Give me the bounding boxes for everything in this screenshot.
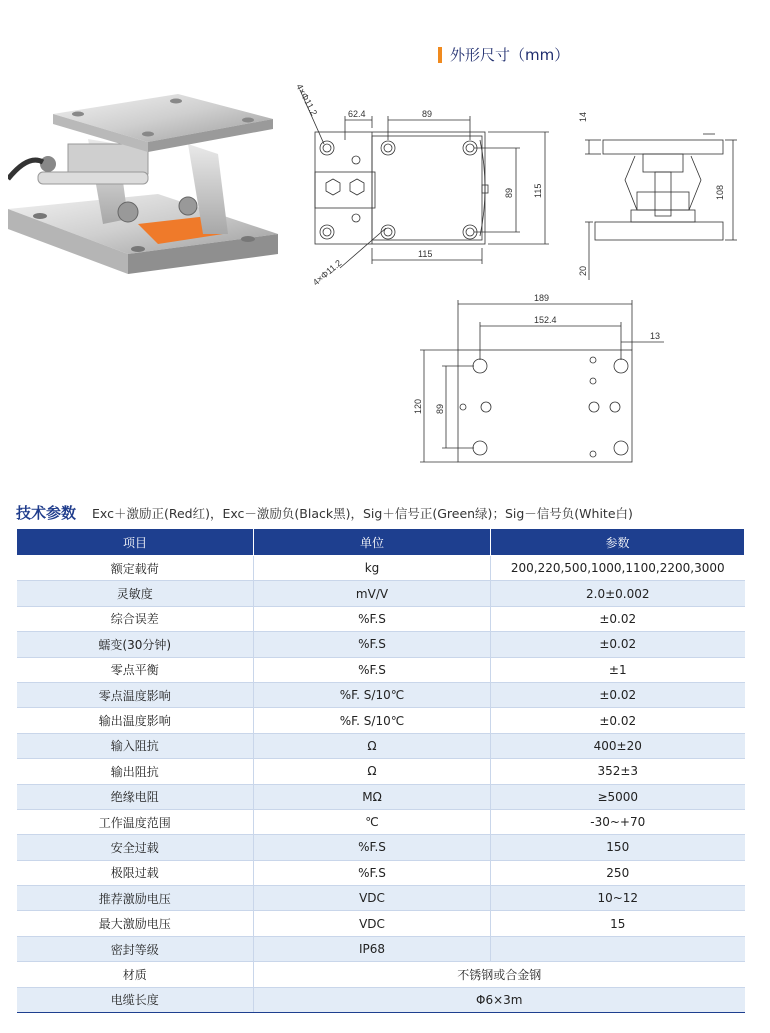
table-row: [17, 860, 745, 885]
cell-value: 352±3: [491, 759, 745, 784]
spec-table: [16, 528, 745, 1013]
table-row: [17, 962, 745, 987]
cell-value: 10~12: [491, 886, 745, 911]
cell-value: [491, 936, 745, 961]
cell-item: 蠕变(30分钟): [17, 632, 254, 657]
cell-item: 安全过载: [17, 835, 254, 860]
top-hole-label: 4×Φ11.2: [294, 82, 320, 118]
side-dim-20: 20: [578, 265, 588, 276]
side-view-drawing: [575, 100, 745, 285]
cell-value: ±0.02: [491, 606, 745, 631]
cell-item: 极限过载: [17, 860, 254, 885]
cell-value: 15: [491, 911, 745, 936]
cell-unit: %F. S/10℃: [254, 682, 491, 707]
base-dim-152: 152.4: [534, 315, 557, 325]
cell-item: 额定载荷: [17, 556, 254, 581]
cell-value: ±1: [491, 657, 745, 682]
cell-unit: Ω: [254, 759, 491, 784]
cell-item: 零点温度影响: [17, 682, 254, 707]
cell-item: 零点平衡: [17, 657, 254, 682]
right-dim-115: 115: [533, 183, 543, 198]
cell-unit: mV/V: [254, 581, 491, 606]
cell-value: ±0.02: [491, 682, 745, 707]
table-row: [17, 784, 745, 809]
table-row: [17, 556, 745, 581]
base-view-drawing: [410, 290, 680, 470]
cell-item: 工作温度范围: [17, 809, 254, 834]
cell-value: ≥5000: [491, 784, 745, 809]
cell-item: 输出阻抗: [17, 759, 254, 784]
cell-item: 输出温度影响: [17, 708, 254, 733]
side-dim-14: 14: [578, 111, 588, 122]
table-row: [17, 759, 745, 784]
cell-unit: %F.S: [254, 835, 491, 860]
spec-table-header: [17, 529, 745, 556]
dimension-title-text: 外形尺寸（mm）: [450, 46, 570, 64]
header-value: 参数: [491, 529, 745, 556]
cell-item: 材质: [17, 962, 254, 987]
table-row: [17, 682, 745, 707]
table-row: [17, 581, 745, 606]
top-dim-89: 89: [422, 109, 433, 119]
side-dim-108: 108: [715, 184, 725, 200]
cell-unit: MΩ: [254, 784, 491, 809]
wiring-note: Exc＋激励正(Red红)，Exc－激励负(Black黑)，Sig＋信号正(Green绿)；Sig－信号负(White白): [92, 506, 633, 521]
cell-unit: kg: [254, 556, 491, 581]
header-item: 项目: [17, 529, 254, 556]
table-row: [17, 657, 745, 682]
cell-unit: %F. S/10℃: [254, 708, 491, 733]
base-dim-120: 120: [413, 398, 423, 414]
cell-unit: ℃: [254, 809, 491, 834]
cell-value: 400±20: [491, 733, 745, 758]
cell-item: 密封等级: [17, 936, 254, 961]
cell-unit: %F.S: [254, 657, 491, 682]
base-dim-13: 13: [650, 331, 661, 341]
cell-unit: VDC: [254, 886, 491, 911]
cell-value-merged: 不锈钢或合金钢: [254, 962, 745, 987]
base-dim-89: 89: [435, 403, 445, 414]
cell-value: ±0.02: [491, 632, 745, 657]
cell-unit: IP68: [254, 936, 491, 961]
cell-unit: VDC: [254, 911, 491, 936]
cell-unit: %F.S: [254, 632, 491, 657]
bottom-hole-label: 4×Φ11.2: [310, 257, 344, 288]
cell-unit: %F.S: [254, 860, 491, 885]
table-row: [17, 911, 745, 936]
cell-item: 最大激励电压: [17, 911, 254, 936]
table-row: [17, 733, 745, 758]
cell-unit: %F.S: [254, 606, 491, 631]
bottom-dim-115: 115: [418, 249, 433, 259]
right-dim-89: 89: [504, 187, 514, 198]
table-row: [17, 708, 745, 733]
cell-item: 综合误差: [17, 606, 254, 631]
cell-value-merged: Φ6×3m: [254, 987, 745, 1012]
table-row: [17, 835, 745, 860]
cell-item: 灵敏度: [17, 581, 254, 606]
cell-value: 2.0±0.002: [491, 581, 745, 606]
table-row: [17, 809, 745, 834]
top-dim-62: 62.4: [348, 109, 366, 119]
spec-header: [16, 502, 633, 523]
cell-unit: Ω: [254, 733, 491, 758]
table-row: [17, 632, 745, 657]
table-row: [17, 987, 745, 1012]
header-unit: 单位: [254, 529, 491, 556]
cell-item: 推荐激励电压: [17, 886, 254, 911]
base-dim-189: 189: [534, 293, 550, 303]
cell-item: 电缆长度: [17, 987, 254, 1012]
top-view-drawing: [290, 80, 560, 290]
spec-title: 技术参数: [16, 504, 77, 522]
cell-value: 250: [491, 860, 745, 885]
cell-value: 200,220,500,1000,1100,2200,3000: [491, 556, 745, 581]
table-row: [17, 606, 745, 631]
dimension-title: [438, 44, 569, 65]
table-row: [17, 936, 745, 961]
cell-item: 绝缘电阻: [17, 784, 254, 809]
table-row: [17, 886, 745, 911]
product-photo: [8, 84, 278, 309]
cell-item: 输入阻抗: [17, 733, 254, 758]
cell-value: ±0.02: [491, 708, 745, 733]
cell-value: 150: [491, 835, 745, 860]
cell-value: -30~+70: [491, 809, 745, 834]
title-accent-bar: [438, 47, 442, 63]
